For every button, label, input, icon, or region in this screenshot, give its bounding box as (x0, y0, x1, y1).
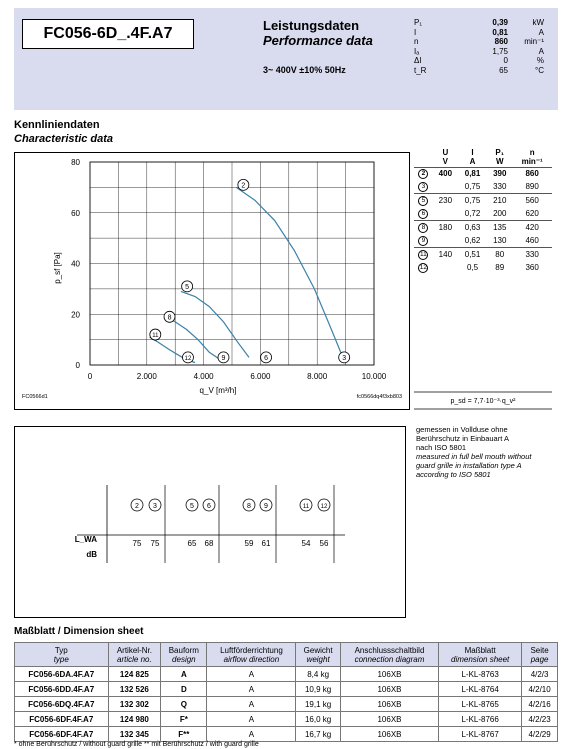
perf-row: 5 230 0,75 210 560 (414, 194, 552, 207)
sound-point-8 (243, 499, 255, 511)
dim-cell: F* (161, 712, 207, 727)
perf-header: P₁ (495, 147, 505, 157)
dim-cell: A (207, 712, 296, 727)
header-subtitle: Performance data (263, 33, 373, 48)
dim-cell: L-KL-8764 (439, 682, 522, 697)
svg-text:5: 5 (185, 283, 190, 291)
point-label-2 (238, 179, 249, 190)
lwa-label: L_WA (74, 535, 97, 544)
x-tick-label: 6.000 (250, 372, 271, 381)
sound-point-3 (149, 499, 161, 511)
dim-row (15, 667, 558, 682)
operating-point-marker: 2 (418, 169, 428, 179)
dim-cell: Q (161, 697, 207, 712)
sound-point-5 (186, 499, 198, 511)
param-value: 1,75 (492, 46, 508, 56)
dim-cell: L-KL-8763 (439, 667, 522, 682)
dim-cell: D (161, 682, 207, 697)
param-symbol: ΔI (414, 56, 422, 65)
sound-value: 68 (204, 539, 214, 548)
perf-header: n (529, 147, 535, 157)
sound-value: 54 (301, 539, 311, 548)
sound-point-12 (318, 499, 330, 511)
header-title: Leistungsdaten (263, 18, 360, 33)
formula-text: p_sd = 7,7·10⁻³·q_v² (450, 398, 516, 405)
figure-code: FC0566d1 (22, 394, 48, 400)
dim-cell: 10,9 kg (296, 682, 341, 697)
perf-unit: min⁻¹ (521, 157, 543, 167)
heading-de: Kennliniendaten (14, 119, 100, 131)
dim-cell: F** (161, 727, 207, 742)
sound-value: 56 (319, 539, 329, 548)
dim-cell: A (207, 682, 296, 697)
param-unit: min⁻¹ (524, 37, 544, 46)
dimension-table (14, 642, 558, 742)
svg-text:12: 12 (320, 504, 328, 510)
svg-text:9: 9 (221, 354, 226, 362)
perf-row: 9 0,62 130 460 (414, 234, 552, 247)
dim-cell: FC056-6DA.4F.A7 (15, 667, 109, 682)
perf-row: 12 0,5 89 360 (419, 262, 539, 272)
param-symbol: t_R (414, 65, 427, 75)
param-row (414, 37, 544, 47)
dim-cell: 8,4 kg (296, 667, 341, 682)
param-value: 0,39 (492, 18, 508, 27)
dim-header: Anschlussschaltbild connection diagram (340, 643, 438, 667)
sound-value: 75 (132, 539, 142, 548)
performance-params (414, 18, 544, 75)
operating-point-marker: 3 (418, 182, 428, 192)
point-label-9 (218, 352, 229, 363)
sound-value: 61 (261, 539, 271, 548)
note-line: according to ISO 5801 (416, 470, 491, 479)
dim-cell: 106XB (340, 697, 438, 712)
dim-cell: 106XB (340, 727, 438, 742)
y-tick-label: 20 (71, 310, 80, 320)
measurement-note (416, 425, 531, 479)
chart-frame (15, 153, 410, 410)
param-row (414, 47, 544, 57)
x-tick-label: 4.000 (193, 372, 214, 381)
dim-cell: L-KL-8765 (439, 697, 522, 712)
svg-text:12: 12 (184, 355, 192, 362)
dim-header: Artikel-Nr. article no. (108, 643, 161, 667)
param-value: 0 (503, 56, 508, 65)
note-line: guard grille in installation type A (416, 461, 522, 470)
x-tick-label: 2.000 (136, 372, 157, 381)
sound-point-11 (300, 499, 312, 511)
dim-header: Gewicht weight (296, 643, 341, 667)
param-unit: °C (535, 65, 544, 75)
param-value: 65 (499, 65, 508, 75)
param-value: 0,81 (492, 27, 508, 37)
perf-row: 3 0,75 330 890 (414, 180, 552, 193)
dim-header: Maßblatt dimension sheet (439, 643, 522, 667)
dim-row (15, 697, 558, 712)
point-label-12 (182, 352, 193, 363)
sound-point-6 (203, 499, 215, 511)
param-row (414, 18, 544, 28)
dim-cell: 124 825 (108, 667, 161, 682)
operating-point-marker: 6 (418, 209, 428, 219)
note-line: Berührschutz in Einbauart A (416, 434, 509, 443)
param-row (414, 28, 544, 38)
x-axis-label: q_V [m³/h] (199, 386, 237, 395)
svg-text:6: 6 (264, 354, 269, 362)
svg-text:11: 11 (302, 504, 310, 510)
point-label-6 (261, 352, 272, 363)
dim-header: Typ type (15, 643, 109, 667)
svg-text:3: 3 (153, 503, 157, 510)
svg-text:8: 8 (167, 314, 172, 322)
y-tick-label: 80 (71, 158, 80, 167)
dim-cell: 124 980 (108, 712, 161, 727)
param-symbol: I (414, 27, 417, 37)
point-label-8 (164, 311, 175, 322)
dim-cell: A (207, 697, 296, 712)
x-tick-label: 0 (87, 372, 93, 381)
heading-en: Characteristic data (14, 133, 114, 145)
sound-panel (14, 426, 406, 618)
dim-cell: FC056-6DF.4F.A7 (15, 727, 109, 742)
dim-row (15, 727, 558, 742)
perf-row: 2 400 0,81 390 860 (414, 167, 552, 180)
svg-text:9: 9 (264, 503, 268, 510)
dim-cell: 106XB (340, 712, 438, 727)
x-tick-label: 10.000 (361, 372, 387, 381)
dim-cell: A (161, 667, 207, 682)
dim-cell: FC056-6DF.4F.A7 (15, 712, 109, 727)
dim-cell: 4/2/16 (522, 697, 558, 712)
sound-chart (15, 427, 405, 617)
svg-text:2: 2 (135, 503, 139, 510)
dim-row (15, 682, 558, 697)
operating-point-marker: 12 (419, 263, 427, 271)
dim-cell: L-KL-8766 (439, 712, 522, 727)
svg-text:3: 3 (342, 354, 347, 362)
operating-point-marker: 9 (418, 236, 428, 246)
dim-cell: 4/2/23 (522, 712, 558, 727)
operating-point-marker: 8 (418, 223, 428, 233)
x-tick-label: 8.000 (307, 372, 328, 381)
dim-cell: 4/2/3 (522, 667, 558, 682)
note-line: gemessen in Vollduse ohne (416, 425, 508, 434)
dim-cell: 4/2/10 (522, 682, 558, 697)
param-unit: A (538, 46, 544, 56)
dim-cell: L-KL-8767 (439, 727, 522, 742)
operating-point-marker: 11 (420, 250, 427, 258)
file-code: fc0566dq4f3xb803 (356, 394, 402, 400)
perf-row: 6 0,72 200 620 (414, 207, 552, 220)
dim-cell: A (207, 667, 296, 682)
characteristic-heading (14, 118, 113, 146)
sound-point-2 (131, 499, 143, 511)
dimension-heading: Maßblatt / Dimension sheet (14, 626, 144, 637)
param-unit: A (538, 27, 544, 37)
perf-header: U (442, 147, 449, 157)
dim-row (15, 712, 558, 727)
dim-header: Luftförderrichtung airflow direction (207, 643, 296, 667)
dim-header: Bauform design (161, 643, 207, 667)
dim-cell: FC056-6DD.4F.A7 (15, 682, 109, 697)
point-label-3 (339, 352, 350, 363)
perf-header: I (471, 147, 474, 157)
model-name: FC056-6D_.4F.A7 (22, 19, 194, 49)
dim-cell: 19,1 kg (296, 697, 341, 712)
svg-text:2: 2 (241, 182, 246, 190)
point-label-11 (150, 329, 161, 340)
dim-cell: 16,7 kg (296, 727, 341, 742)
dim-cell: A (207, 727, 296, 742)
param-symbol: n (414, 37, 419, 46)
svg-text:11: 11 (152, 333, 159, 340)
perf-row: 8 180 0,63 135 420 (414, 221, 552, 234)
formula-box (414, 389, 552, 411)
characteristic-chart (14, 152, 410, 410)
note-line: measured in full bell mouth without (416, 452, 532, 461)
point-label-5 (182, 281, 193, 292)
param-unit: kW (532, 18, 544, 27)
sound-value: 75 (150, 539, 160, 548)
y-tick-label: 0 (75, 361, 80, 370)
perf-unit: V (442, 157, 449, 167)
dim-cell: 106XB (340, 682, 438, 697)
y-tick-label: 60 (71, 208, 80, 218)
svg-text:8: 8 (247, 503, 251, 510)
supply-voltage: 3~ 400V ±10% 50Hz (263, 65, 346, 75)
dim-cell: 16,0 kg (296, 712, 341, 727)
db-unit: dB (86, 550, 97, 559)
dim-cell: 106XB (340, 667, 438, 682)
dim-header: Seite page (522, 643, 558, 667)
sound-point-9 (260, 499, 272, 511)
param-unit: % (536, 56, 544, 65)
y-axis-label: p_sf [Pa] (53, 252, 62, 284)
param-row (414, 66, 544, 76)
dim-cell: FC056-6DQ.4F.A7 (15, 697, 109, 712)
footnote: * ohne Berührschutz / without guard grille ** mit Berührschutz / with guard grille (14, 741, 259, 748)
dim-cell: 132 345 (108, 727, 161, 742)
svg-text:6: 6 (207, 503, 211, 510)
perf-unit: W (495, 157, 504, 167)
sound-value: 65 (187, 539, 197, 548)
sound-value: 59 (244, 539, 254, 548)
note-line: nach ISO 5801 (416, 443, 467, 452)
perf-row: 11 140 0,51 80 330 (414, 247, 552, 260)
perf-unit: A (469, 157, 476, 167)
param-symbol: P₁ (414, 18, 423, 27)
param-value: 860 (494, 37, 508, 46)
dim-cell: 4/2/29 (522, 727, 558, 742)
dim-cell: 132 526 (108, 682, 161, 697)
svg-text:5: 5 (190, 503, 194, 510)
y-tick-label: 40 (71, 259, 80, 269)
operating-point-marker: 5 (418, 196, 428, 206)
param-symbol: Iₐ (414, 46, 420, 56)
param-row (414, 56, 544, 66)
performance-table (414, 147, 552, 274)
dim-cell: 132 302 (108, 697, 161, 712)
